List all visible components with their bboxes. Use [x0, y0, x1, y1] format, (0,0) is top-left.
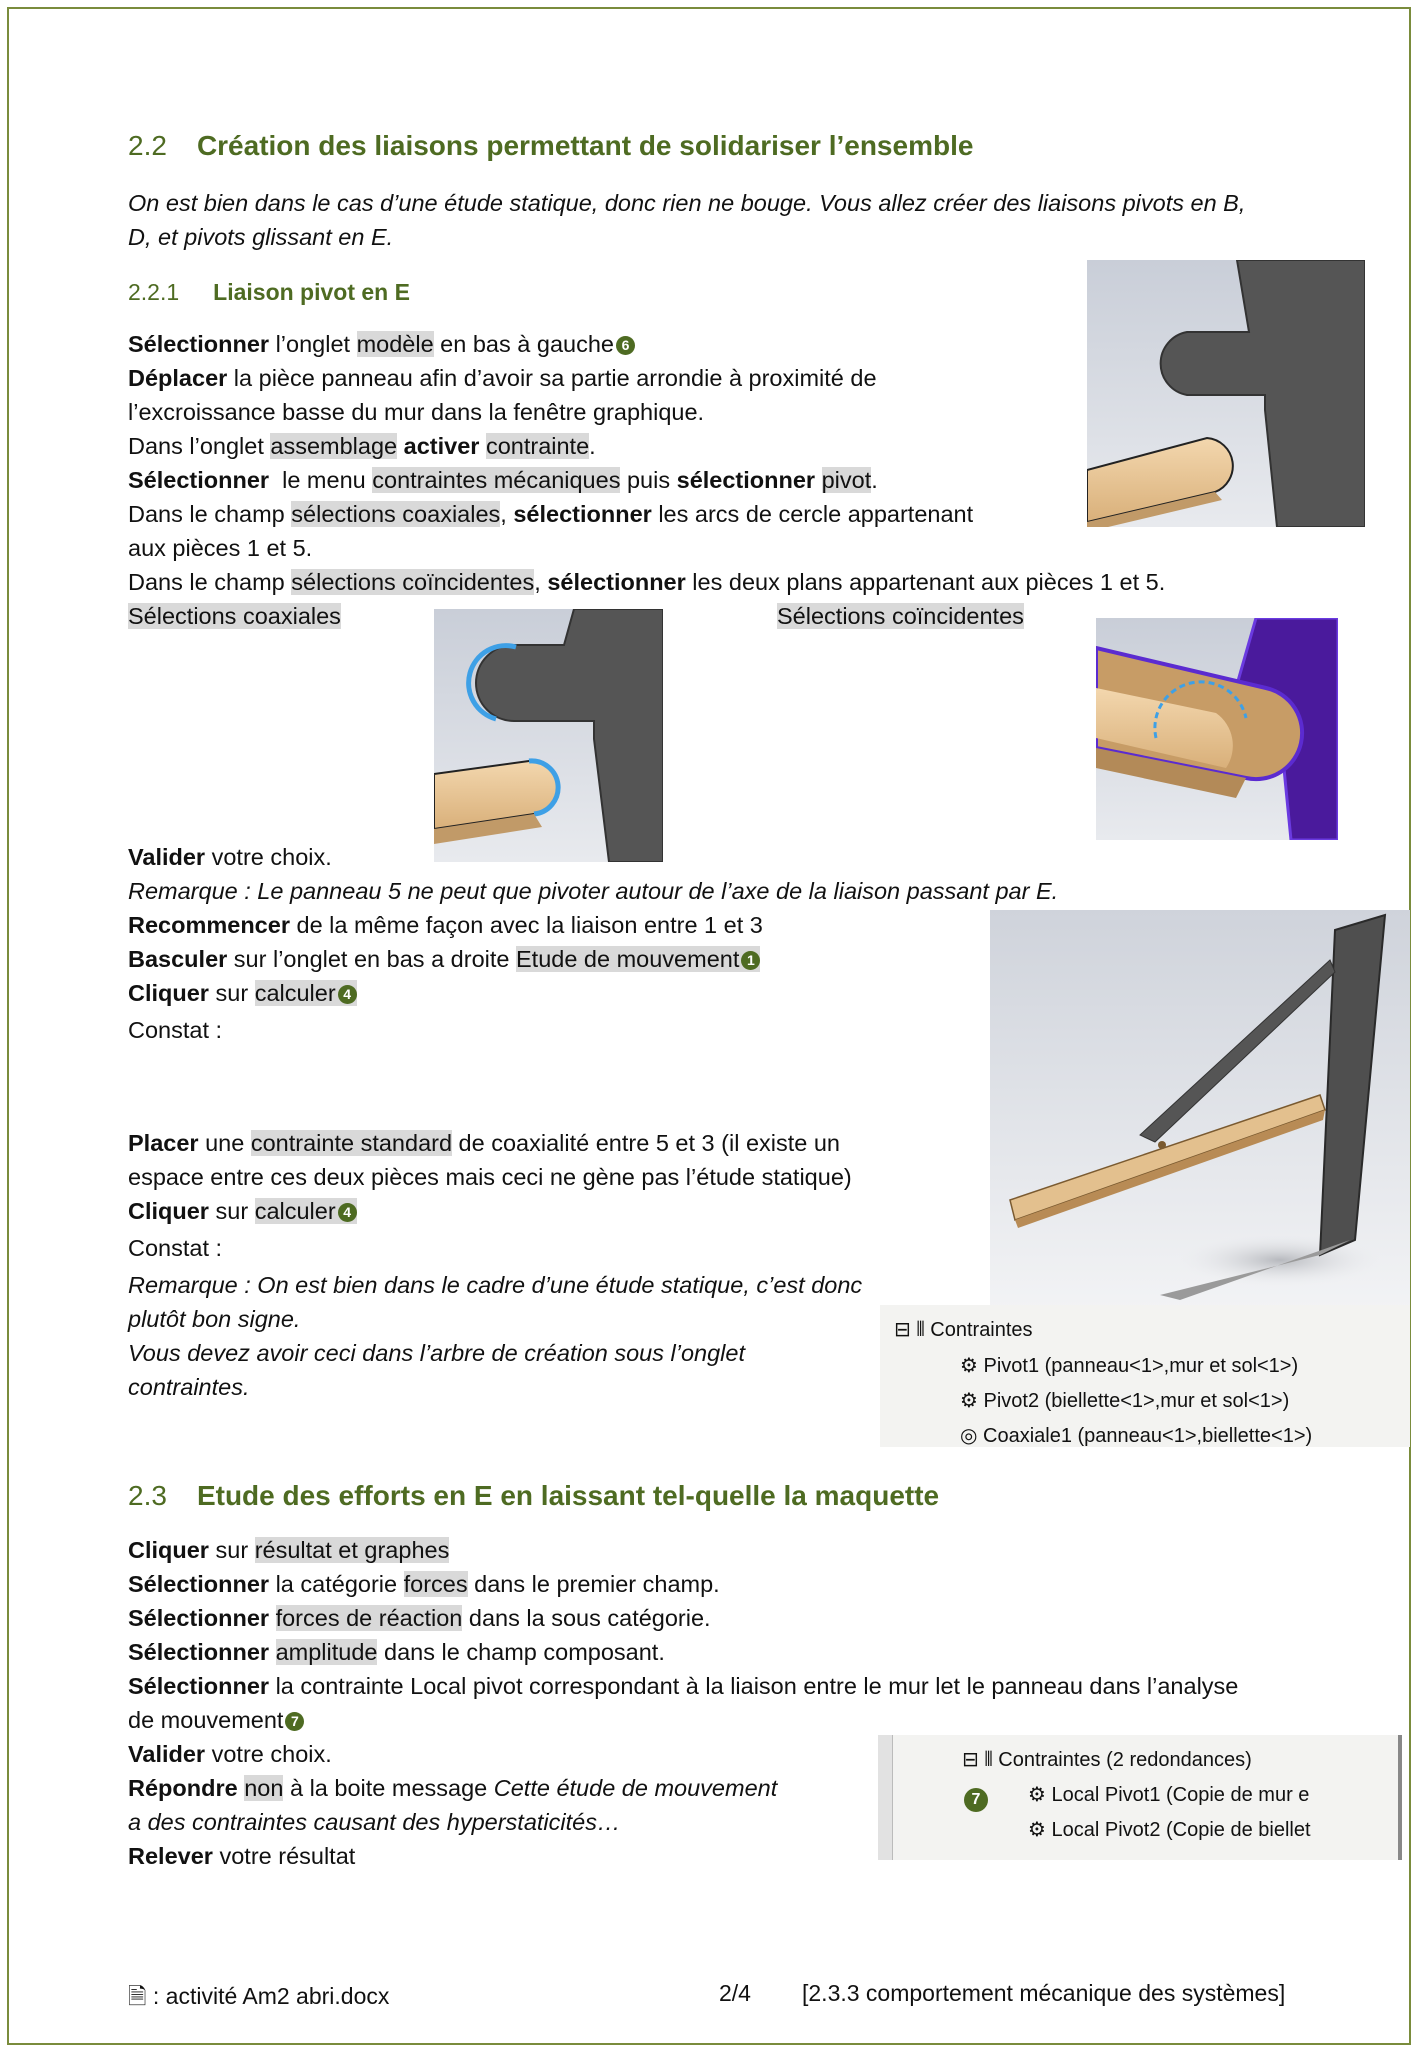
section-title: Etude des efforts en E en laissant tel-quelle la maquette	[196, 1480, 940, 1511]
step-select-local-pivot-cont: de mouvement 7	[128, 1703, 304, 1737]
footer-reference: [2.3.3 comportement mécanique des systèmes]	[802, 1980, 1286, 2006]
step-select-reaction: Sélectionner forces de réaction dans la sous catégorie.	[128, 1605, 711, 1631]
coaxial-illustration	[434, 609, 663, 862]
footer-page-number: 2/4	[719, 1980, 751, 2006]
step-select-local-pivot: Sélectionner la contrainte Local pivot correspondant à la liaison entre le mur let le panneau dans l’analyse	[128, 1673, 1239, 1699]
observation-2: Constat :	[128, 1235, 223, 1261]
step-calculate: Cliquer sur calculer 4	[128, 976, 357, 1010]
subsection-title: Liaison pivot en E	[213, 279, 410, 305]
label-coincident-selections: Sélections coïncidentes	[777, 603, 1024, 629]
step-answer-no: Répondre non à la boite message Cette étude de mouvement	[128, 1775, 778, 1801]
step-calculate-2: Cliquer sur calculer 4	[128, 1194, 357, 1228]
tree-root-constraints[interactable]: ⊟ ⫴ Contraintes	[894, 1319, 1033, 1341]
step-coaxial-field-cont: aux pièces 1 et 5.	[128, 535, 313, 561]
section-heading-2-2	[128, 130, 973, 162]
panel-wall-illustration	[1087, 260, 1365, 527]
step-select-model-tab: Sélectionner l’onglet modèle en bas à gauche 6	[128, 327, 635, 361]
remark-pivot-only: Remarque : Le panneau 5 ne peut que pivoter autour de l’axe de la liaison passant par E.	[128, 878, 1059, 904]
section-number: 2.3	[128, 1480, 167, 1511]
callout-marker: 1	[741, 951, 760, 970]
callout-marker: 4	[338, 1203, 357, 1222]
step-place-cont: espace entre ces deux pièces mais ceci ne gène pas l’étude statique)	[128, 1164, 852, 1190]
tree-scrollbar[interactable]	[878, 1735, 893, 1860]
step-answer-no-cont: a des contraintes causant des hyperstaticités…	[128, 1809, 621, 1835]
screenshot-panel-near-wall	[1087, 260, 1365, 527]
assembly-illustration	[990, 910, 1410, 1310]
callout-marker: 7	[964, 1788, 988, 1812]
step-coincident-field: Dans le champ sélections coïncidentes, sélectionner les deux plans appartenant aux pièces 1 et 5.	[128, 569, 1166, 595]
step-activate-constraint: Dans l’onglet assemblage activer contrainte.	[128, 433, 596, 459]
remark-static-1: Remarque : On est bien dans le cadre d’une étude statique, c’est donc	[128, 1272, 863, 1298]
callout-marker: 4	[338, 985, 357, 1004]
feature-tree-constraints	[880, 1305, 1410, 1447]
step-select-pivot: Sélectionner le menu contraintes mécaniques puis sélectionner pivot.	[128, 467, 878, 493]
section-heading-2-3	[128, 1480, 939, 1512]
tree-item-local-pivot1[interactable]: ⚙ Local Pivot1 (Copie de mur e	[1028, 1784, 1310, 1806]
tree-item-pivot1[interactable]: ⚙ Pivot1 (panneau<1>,mur et sol<1>)	[960, 1355, 1299, 1377]
step-move-panel: Déplacer la pièce panneau afin d’avoir sa partie arrondie à proximité de	[128, 365, 877, 391]
subsection-number: 2.2.1	[128, 279, 180, 305]
remark-tree-2: contraintes.	[128, 1374, 250, 1400]
document-icon: 🗎	[128, 1983, 153, 2009]
step-record-result: Relever votre résultat	[128, 1843, 356, 1869]
step-validate: Valider votre choix.	[128, 844, 332, 870]
callout-marker: 7	[285, 1712, 304, 1731]
footer-filename: 🗎 : activité Am2 abri.docx	[128, 1983, 390, 2009]
observation-1: Constat :	[128, 1017, 223, 1043]
label-coaxial-selections: Sélections coaxiales	[128, 603, 341, 629]
section-heading-2-2-1	[128, 279, 410, 306]
step-repeat: Recommencer de la même façon avec la liaison entre 1 et 3	[128, 912, 763, 938]
step-select-forces: Sélectionner la catégorie forces dans le premier champ.	[128, 1571, 720, 1597]
coincident-illustration	[1096, 618, 1338, 840]
step-place-standard-constraint: Placer une contrainte standard de coaxialité entre 5 et 3 (il existe un	[128, 1130, 840, 1156]
intro-line-1: On est bien dans le cas d’une étude statique, donc rien ne bouge. Vous allez créer des liaisons pivots en B,	[128, 190, 1246, 216]
tree-root-constraints-redundant[interactable]: ⊟ ⫴ Contraintes (2 redondances)	[962, 1749, 1252, 1771]
screenshot-coincident-selection	[1096, 618, 1338, 840]
section-number: 2.2	[128, 130, 167, 161]
section-title: Création des liaisons permettant de solidariser l’ensemble	[196, 130, 974, 161]
step-select-amplitude: Sélectionner amplitude dans le champ composant.	[128, 1639, 665, 1665]
remark-tree-1: Vous devez avoir ceci dans l’arbre de création sous l’onglet	[128, 1340, 746, 1366]
step-validate-2: Valider votre choix.	[128, 1741, 332, 1767]
intro-line-2: D, et pivots glissant en E.	[128, 224, 394, 250]
step-coaxial-field: Dans le champ sélections coaxiales, sélectionner les arcs de cercle appartenant	[128, 501, 974, 527]
step-results-graphs: Cliquer sur résultat et graphes	[128, 1537, 450, 1563]
remark-static-2: plutôt bon signe.	[128, 1306, 301, 1332]
tree-item-local-pivot2[interactable]: ⚙ Local Pivot2 (Copie de biellet	[1028, 1819, 1311, 1841]
step-switch-motion-tab: Basculer sur l’onglet en bas a droite Etude de mouvement 1	[128, 942, 760, 976]
step-move-panel-cont: l’excroissance basse du mur dans la fenêtre graphique.	[128, 399, 705, 425]
feature-tree-local-constraints	[878, 1735, 1402, 1860]
tree-item-pivot2[interactable]: ⚙ Pivot2 (biellette<1>,mur et sol<1>)	[960, 1390, 1290, 1412]
screenshot-assembly-3d	[990, 910, 1410, 1310]
tree-item-coaxial1[interactable]: ◎ Coaxiale1 (panneau<1>,biellette<1>)	[960, 1425, 1313, 1447]
callout-marker: 6	[616, 336, 635, 355]
screenshot-coaxial-selection	[434, 609, 663, 862]
